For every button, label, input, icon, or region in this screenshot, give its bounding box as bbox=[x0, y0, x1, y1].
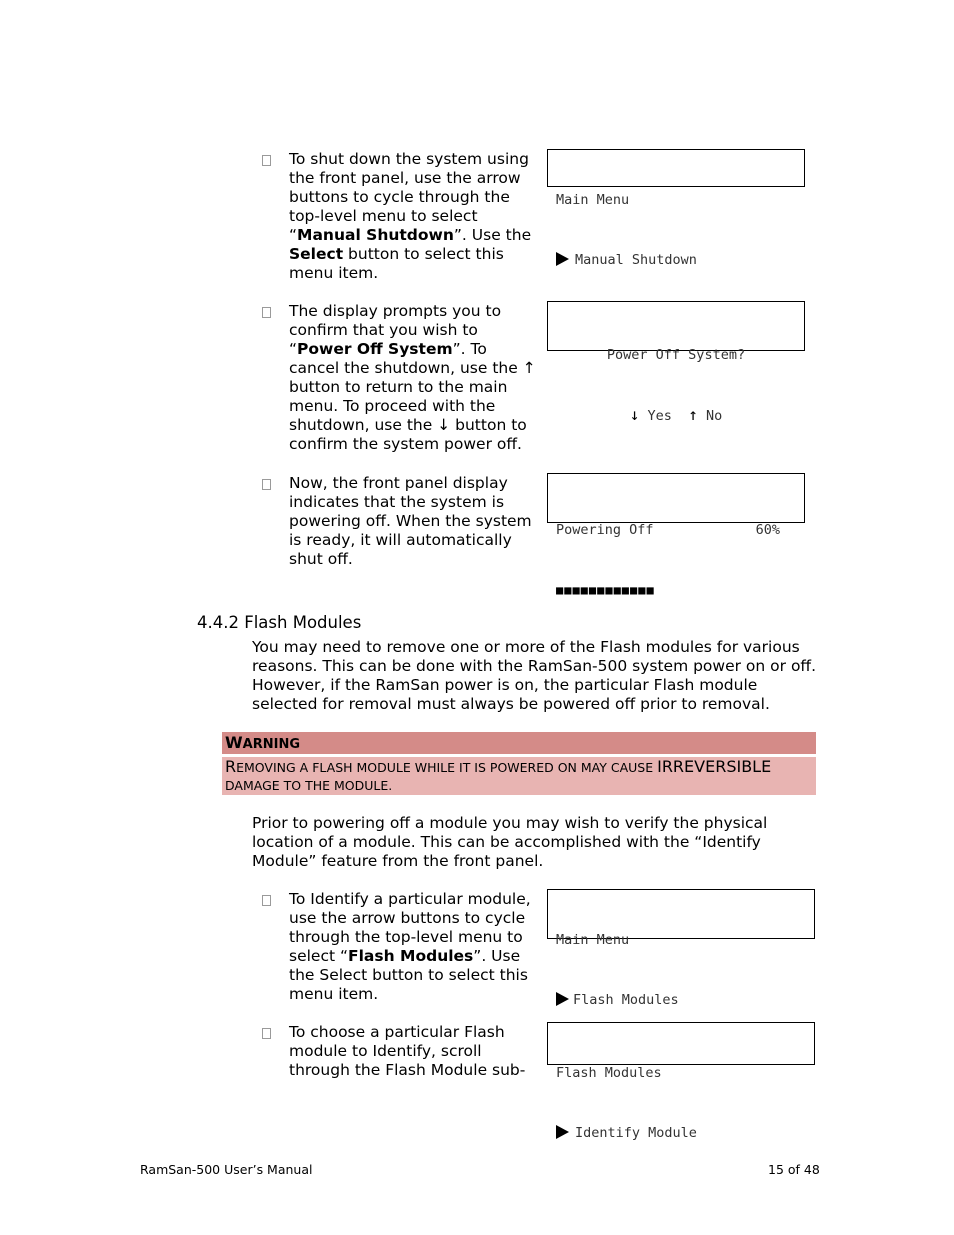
lcd-line-2: Flash Modules bbox=[573, 992, 679, 1008]
section-heading: 4.4.2 Flash Modules bbox=[197, 613, 362, 632]
bullet-icon bbox=[262, 1028, 271, 1039]
lcd-line-2: Identify Module bbox=[575, 1125, 697, 1141]
progress-bar: ■■■■■■■■■■■■ bbox=[556, 583, 655, 597]
down-arrow-icon: ↓ bbox=[437, 416, 451, 434]
lcd-line-1: Power Off System? bbox=[606, 347, 746, 363]
bullet-icon bbox=[262, 307, 271, 318]
warning-body-text: EMOVING A FLASH MODULE WHILE IT IS POWERED ON MAY CAUSE bbox=[236, 760, 658, 775]
lcd-status: Powering Off bbox=[556, 522, 654, 538]
step-power-off-confirm bbox=[289, 302, 539, 454]
warning-body-emphasis: IRREVERSIBLE bbox=[657, 757, 772, 776]
step-manual-shutdown bbox=[289, 150, 539, 283]
lcd-power-off-prompt bbox=[547, 301, 805, 424]
lcd-main-menu-shutdown bbox=[547, 149, 805, 268]
pointer-icon bbox=[556, 992, 569, 1006]
step-text: ”. Use the bbox=[453, 226, 532, 244]
warning-title bbox=[222, 732, 816, 754]
step-text: button to confirm the system power off. bbox=[289, 416, 527, 453]
up-arrow-icon: ↑ bbox=[688, 405, 698, 424]
lcd-flash-modules bbox=[547, 1022, 815, 1141]
lcd-no: No bbox=[705, 408, 723, 424]
step-choose-module: To choose a particular Flash module to Identify, scroll through the Flash Module sub- bbox=[289, 1023, 526, 1079]
section-paragraph: You may need to remove one or more of the Flash modules for various reasons. This can be done with the RamSan-500 system power on or off. However, if the RamSan power is on, the particular Flash module selected for removal must always be powered off prior to removal. bbox=[252, 638, 817, 713]
up-arrow-icon: ↑ bbox=[522, 359, 536, 377]
lcd-line-2: Manual Shutdown bbox=[575, 252, 697, 268]
step-text: To shut down the system using the front panel, use the arrow buttons to cycle through the top-level menu to select “ bbox=[289, 150, 529, 244]
step-text: To Identify a particular module, use the arrow buttons to cycle through the top-level menu to select “ bbox=[289, 890, 531, 965]
bullet-icon bbox=[262, 155, 271, 166]
warning-body-text: DAMAGE TO THE MODULE. bbox=[225, 778, 393, 793]
lcd-yes: Yes bbox=[647, 408, 672, 424]
step-text: ”. Use the Select button to select this menu item. bbox=[289, 947, 528, 1003]
lcd-percent: 60% bbox=[755, 522, 780, 538]
warning-body bbox=[222, 757, 816, 795]
step-text: button to select this menu item. bbox=[289, 245, 504, 282]
pointer-icon bbox=[556, 1125, 569, 1139]
lcd-line-1: Main Menu bbox=[556, 192, 630, 208]
bold-text: Flash Modules bbox=[348, 947, 474, 965]
lcd-powering-off bbox=[547, 473, 805, 597]
warning-title-rest: ARNING bbox=[242, 737, 300, 752]
footer-title: RamSan-500 User’s Manual bbox=[140, 1162, 313, 1177]
down-arrow-icon: ↓ bbox=[629, 405, 640, 424]
pointer-icon bbox=[556, 252, 569, 266]
step-text: ”. To cancel the shutdown, use the bbox=[289, 340, 523, 377]
bold-text: Power Off System bbox=[297, 340, 453, 358]
bullet-icon bbox=[262, 479, 271, 490]
lcd-line-1: Flash Modules bbox=[556, 1065, 662, 1081]
step-identify-module bbox=[289, 890, 539, 1004]
step-powering-off: Now, the front panel display indicates that the system is powering off. When the system is ready, it will automatically shut off. bbox=[289, 474, 532, 568]
step-text: button to return to the main menu. To proceed with the shutdown, use the bbox=[289, 378, 508, 434]
lcd-line-1: Main Menu bbox=[556, 932, 630, 948]
warning-body-initial: R bbox=[225, 757, 237, 776]
footer-page-number: 15 of 48 bbox=[768, 1162, 820, 1177]
bold-text: Select bbox=[289, 245, 344, 263]
bold-text: Manual Shutdown bbox=[297, 226, 454, 244]
warning-title-initial: W bbox=[225, 733, 243, 752]
bullet-icon bbox=[262, 895, 271, 906]
lcd-main-menu-flash bbox=[547, 889, 815, 1008]
step-text: The display prompts you to confirm that you wish to “ bbox=[289, 302, 502, 358]
identify-paragraph: Prior to powering off a module you may wish to verify the physical location of a module. This can be accomplished with the “Identify Module” feature from the front panel. bbox=[252, 814, 768, 870]
